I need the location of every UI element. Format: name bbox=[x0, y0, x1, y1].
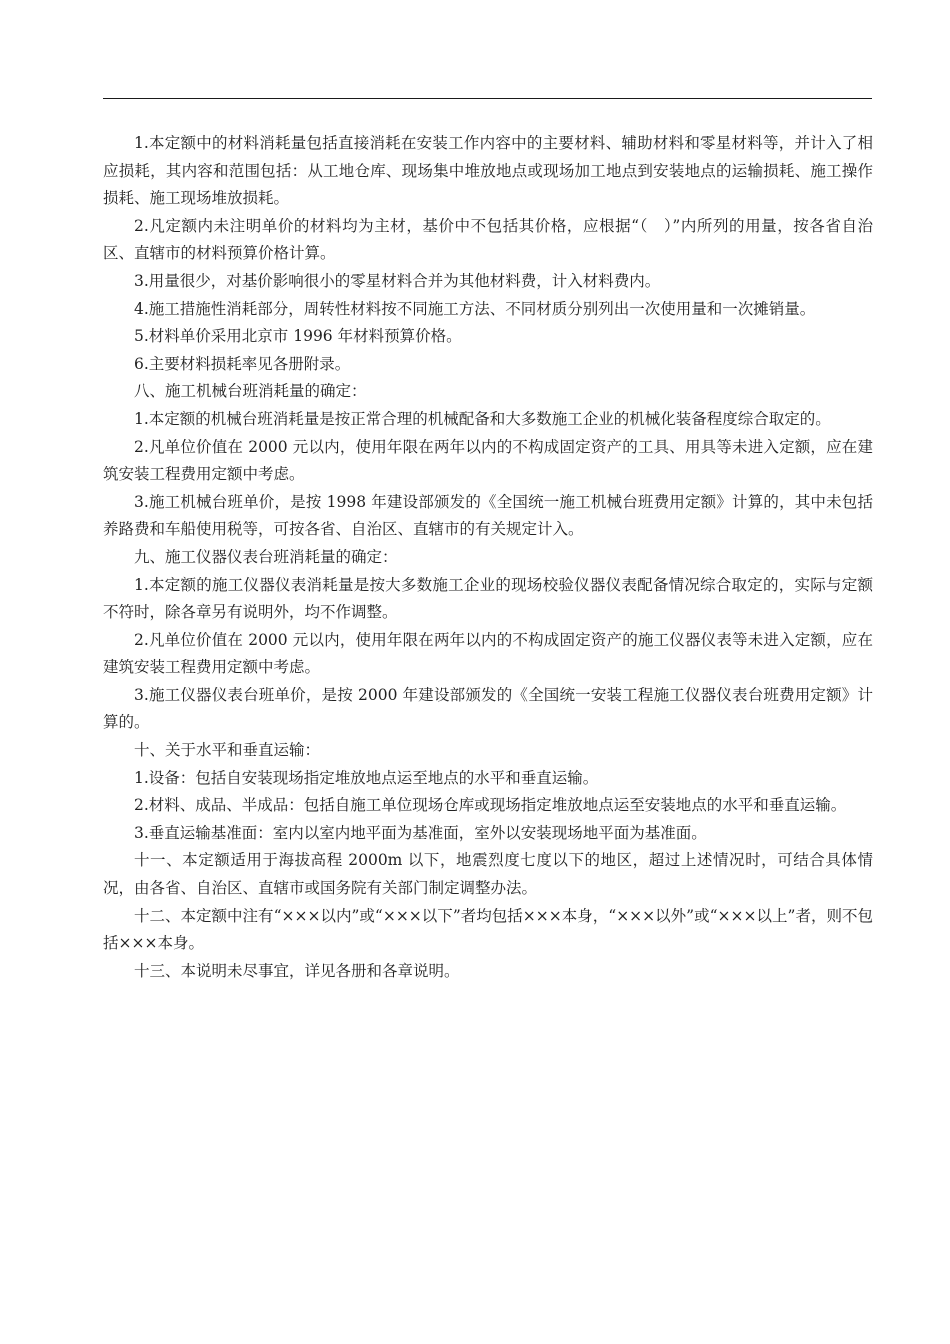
paragraph-materials-4: 4.施工措施性消耗部分，周转性材料按不同施工方法、不同材质分别列出一次使用量和一次摊销量。 bbox=[134, 299, 816, 318]
paragraph-materials-2: 2.凡定额内未注明单价的材料均为主材，基价中不包括其价格，应根据“（ ）”内所列的用量，按各省自治区、直辖市的材料预算价格计算。 bbox=[103, 216, 873, 263]
paragraph-instruments-1: 1.本定额的施工仪器仪表消耗量是按大多数施工企业的现场校验仪器仪表配备情况综合取定的，实际与定额不符时，除各章另有说明外，均不作调整。 bbox=[103, 575, 873, 622]
section-12: 十二、本定额中注有“×××以内”或“×××以下”者均包括×××本身，“×××以外”或“×××以上”者，则不包括×××本身。 bbox=[103, 906, 873, 953]
paragraph-machinery-2: 2.凡单位价值在 2000 元以内，使用年限在两年以内的不构成固定资产的工具、用具等未进入定额，应在建筑安装工程费用定额中考虑。 bbox=[103, 437, 873, 484]
paragraph-transport-2: 2.材料、成品、半成品：包括自施工单位现场仓库或现场指定堆放地点运至安装地点的水平和垂直运输。 bbox=[134, 796, 847, 815]
paragraph-instruments-2: 2.凡单位价值在 2000 元以内，使用年限在两年以内的不构成固定资产的施工仪器仪表等未进入定额，应在建筑安装工程费用定额中考虑。 bbox=[103, 630, 873, 677]
paragraph-instruments-3: 3.施工仪器仪表台班单价，是按 2000 年建设部颁发的《全国统一安装工程施工仪器仪表台班费用定额》计算的。 bbox=[103, 685, 873, 732]
document-body bbox=[103, 130, 873, 985]
section-11: 十一、本定额适用于海拔高程 2000m 以下，地震烈度七度以下的地区，超过上述情况时，可结合具体情况，由各省、自治区、直辖市或国务院有关部门制定调整办法。 bbox=[103, 851, 873, 898]
section-heading-9: 九、施工仪器仪表台班消耗量的确定： bbox=[134, 547, 398, 566]
paragraph-materials-5: 5.材料单价采用北京市 1996 年材料预算价格。 bbox=[134, 327, 462, 346]
section-heading-8: 八、施工机械台班消耗量的确定： bbox=[134, 382, 367, 401]
paragraph-transport-1: 1.设备：包括自安装现场指定堆放地点运至地点的水平和垂直运输。 bbox=[134, 768, 599, 787]
paragraph-materials-1: 1.本定额中的材料消耗量包括直接消耗在安装工作内容中的主要材料、辅助材料和零星材料等，并计入了相应损耗，其内容和范围包括：从工地仓库、现场集中堆放地点或现场加工地点到安装地点的运输损耗、施工操作损耗、施工现场堆放损耗。 bbox=[103, 134, 873, 208]
paragraph-machinery-1: 1.本定额的机械台班消耗量是按正常合理的机械配备和大多数施工企业的机械化装备程度综合取定的。 bbox=[134, 409, 831, 428]
paragraph-materials-3: 3.用量很少，对基价影响很小的零星材料合并为其他材料费，计入材料费内。 bbox=[134, 271, 661, 290]
header-rule bbox=[103, 98, 872, 99]
paragraph-materials-6: 6.主要材料损耗率见各册附录。 bbox=[134, 354, 351, 373]
section-heading-10: 十、关于水平和垂直运输： bbox=[134, 741, 321, 760]
paragraph-machinery-3: 3.施工机械台班单价，是按 1998 年建设部颁发的《全国统一施工机械台班费用定额》计算的，其中未包括养路费和车船使用税等，可按各省、自治区、直辖市的有关规定计入。 bbox=[103, 492, 873, 539]
paragraph-transport-3: 3.垂直运输基准面：室内以室内地平面为基准面，室外以安装现场地平面为基准面。 bbox=[134, 823, 707, 842]
section-13: 十三、本说明未尽事宜，详见各册和各章说明。 bbox=[134, 961, 460, 980]
